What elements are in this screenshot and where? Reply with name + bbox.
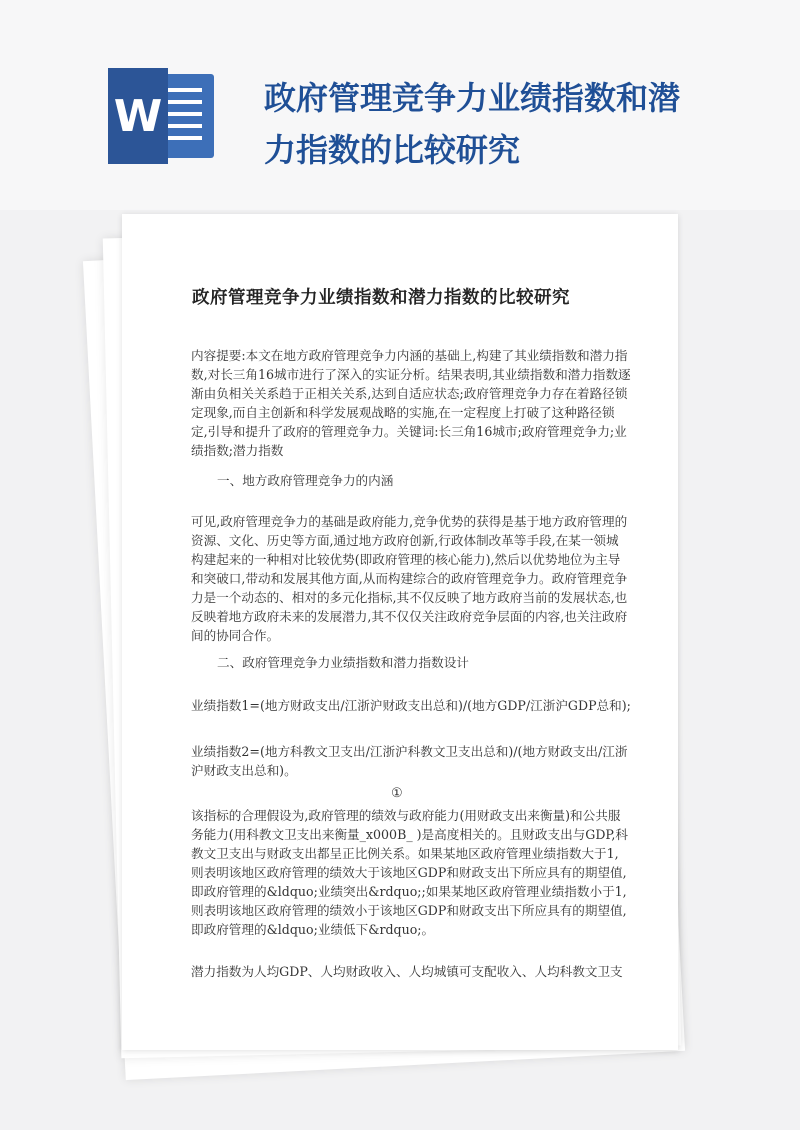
section-heading-1: 一、地方政府管理竞争力的内涵 [217,473,394,488]
word-logo-line [168,112,202,116]
document-page [122,214,678,1050]
explanation-paragraph: 该指标的合理假设为,政府管理的绩效与政府能力(用财政支出来衡量)和公共服务能力(用科教文卫支出来衡量_x000B_ )是高度相关的。且财政支出与GDP,科教文卫支出与财政支出都呈正比例关系。如果某地区政府管理业绩指数大于1,则表明该地区政府管理的绩效大于该地区GDP和财政支出下所应具有的期望值,即政府管理的&ldquo;业绩突出&rdquo;;如果某地区政府管理业绩指数小于1,则表明该地区政府管理的绩效小于该地区GDP和财政支出下所应具有的期望值,即政府管理的&ldquo;业绩低下&rdquo;。 [191,808,628,937]
formula-1: 业绩指数1=(地方财政支出/江浙沪财政支出总和)/(地方GDP/江浙沪GDP总和); [191,698,631,713]
page-title: 政府管理竞争力业绩指数和潜力指数的比较研究 [264,79,681,169]
footnote-marker: ① [391,786,403,801]
word-document-icon [108,68,216,164]
section-heading-2: 二、政府管理竞争力业绩指数和潜力指数设计 [217,655,469,670]
word-logo-line [168,88,202,92]
word-logo-line [168,136,202,140]
abstract-paragraph: 内容提要:本文在地方政府管理竞争力内涵的基础上,构建了其业绩指数和潜力指数,对长三角16城市进行了深入的实证分析。结果表明,其业绩指数和潜力指数逐渐由负相关关系趋于正相关关系,达到自适应状态;政府管理竞争力存在着路径锁定现象,而自主创新和科学发展观战略的实施,在一定程度上打破了这种路径锁定,引导和提升了政府的管理竞争力。关键词:长三角16城市;政府管理竞争力;业绩指数;潜力指数 [191,348,631,458]
document-title: 政府管理竞争力业绩指数和潜力指数的比较研究 [192,288,570,308]
section-1-paragraph: 可见,政府管理竞争力的基础是政府能力,竞争优势的获得是基于地方政府管理的资源、文化、历史等方面,通过地方政府创新,行政体制改革等手段,在某一领城构建起来的一种相对比较优势(即政府管理的核心能力),然后以优势地位为主导和突破口,带动和发展其他方面,从而构建综合的政府管理竞争力。政府管理竞争力是一个动态的、相对的多元化指标,其不仅反映了地方政府当前的发展状态,也反映着地方政府未来的发展潜力,其不仅仅关注政府竞争层面的内容,也关注政府间的协同合作。 [191,514,628,643]
word-logo-line [168,100,202,104]
formula-2: 业绩指数2=(地方科教文卫支出/江浙沪科教文卫支出总和)/(地方财政支出/江浙沪财政支出总和)。 [191,744,628,778]
word-logo-line [168,124,202,128]
potential-index-paragraph: 潜力指数为人均GDP、人均财政收入、人均城镇可支配收入、人均科教文卫支 [191,964,623,979]
word-logo-letter: W [108,68,168,164]
